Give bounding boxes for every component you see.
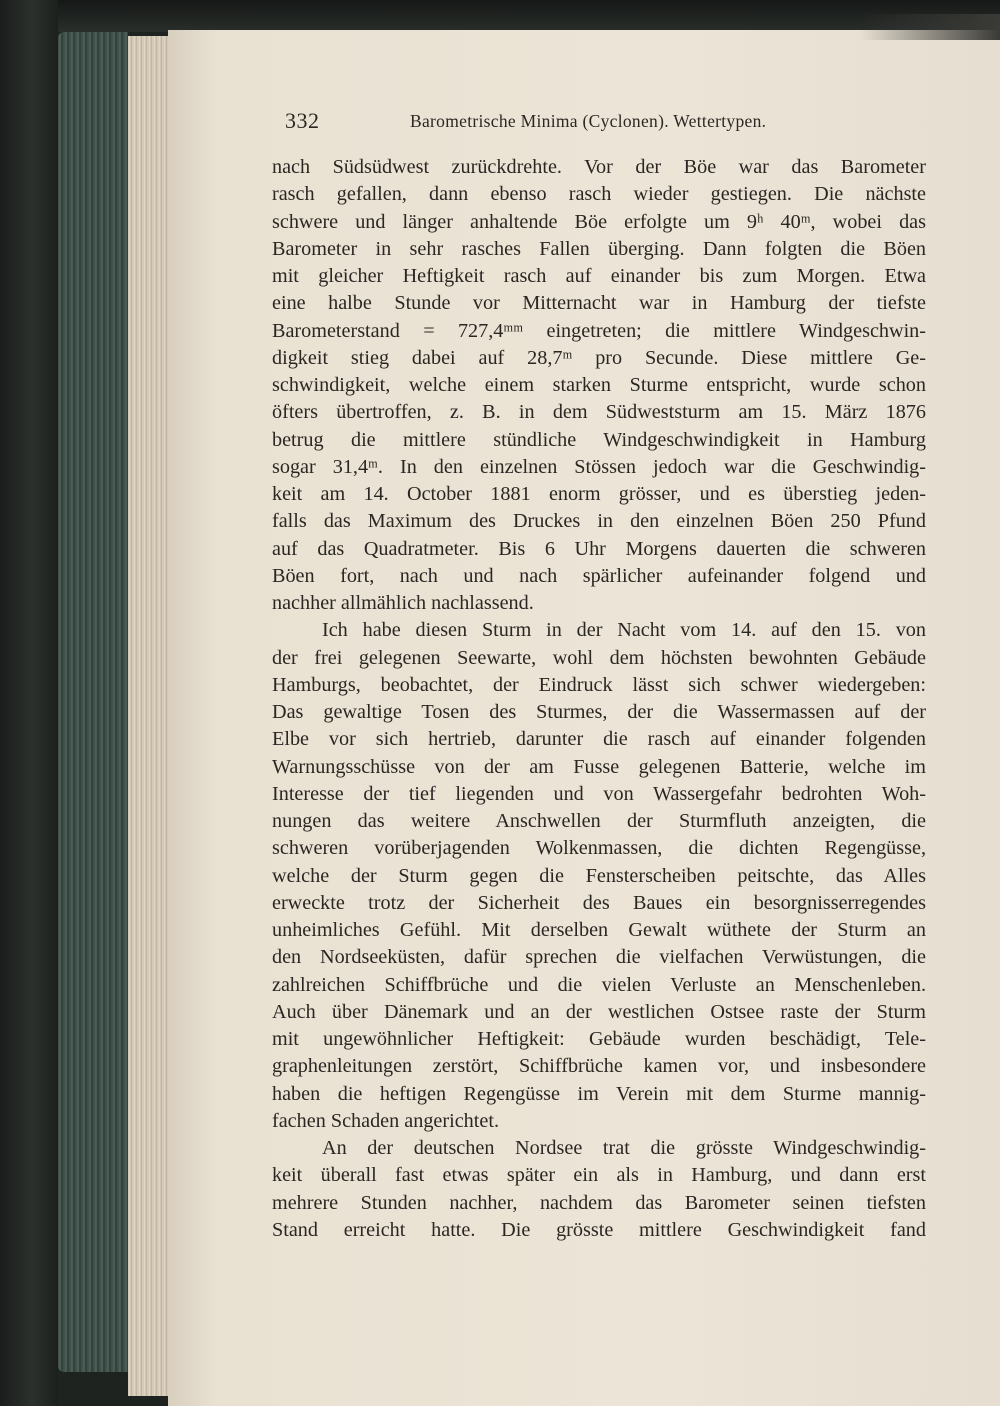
text-line: betrug die mittlere stündliche Windgeschwindigkeit in Hamburg xyxy=(272,428,926,451)
text-line: mehrere Stunden nachher, nachdem das Barometer seinen tiefsten xyxy=(272,1191,926,1214)
text-line: rasch gefallen, dann ebenso rasch wieder gestiegen. Die nächste xyxy=(272,183,926,206)
running-head: Barometrische Minima (Cyclonen). Wettertypen. xyxy=(410,111,767,131)
page-edges xyxy=(128,36,168,1396)
text-line: der frei gelegenen Seewarte, wohl dem höchsten bewohnten Gebäude xyxy=(272,646,926,669)
text-line: digkeit stieg dabei auf 28,7ᵐ pro Secunde. Diese mittlere Ge- xyxy=(272,346,926,369)
page-corner-shadow xyxy=(860,14,1000,40)
text-line: öfters übertroffen, z. B. in dem Südweststurm am 15. März 1876 xyxy=(272,401,926,424)
text-line: erweckte trotz der Sicherheit des Baues ein besorgnisserregendes xyxy=(272,891,926,914)
text-line: den Nordseeküsten, dafür sprechen die vielfachen Verwüstungen, die xyxy=(272,946,926,969)
paragraph-end-line: fachen Schaden angerichtet. xyxy=(272,1109,499,1132)
text-line: nach Südsüdwest zurückdrehte. Vor der Böe war das Barometer xyxy=(272,156,926,178)
paragraph-start-line: An der deutschen Nordsee trat die grösste Windgeschwindig- xyxy=(322,1137,926,1159)
text-line: auf das Quadratmeter. Bis 6 Uhr Morgens dauerten die schweren xyxy=(272,537,926,560)
book-spine xyxy=(58,32,128,1372)
text-line: graphenleitungen zerstört, Schiffbrüche kamen vor, und insbesondere xyxy=(272,1055,926,1078)
book-cover-edge xyxy=(0,0,58,1406)
page-number: 332 xyxy=(285,108,320,133)
text-line: Barometerstand = 727,4ᵐᵐ eingetreten; die mittlere Windgeschwin- xyxy=(272,319,926,342)
text-line: Das gewaltige Tosen des Sturmes, der die Wassermassen auf der xyxy=(272,701,926,723)
text-line: Elbe vor sich hertrieb, darunter die rasch auf einander folgenden xyxy=(272,728,926,751)
text-line: keit überall fast etwas später ein als in Hamburg, und dann erst xyxy=(272,1164,926,1187)
text-line: Barometer in sehr rasches Fallen überging. Dann folgten die Böen xyxy=(272,237,926,260)
text-line: Interesse der tief liegenden und von Wassergefahr bedrohten Woh- xyxy=(272,782,926,805)
text-line: mit ungewöhnlicher Heftigkeit: Gebäude wurden beschädigt, Tele- xyxy=(272,1028,926,1050)
text-line: nungen das weitere Anschwellen der Sturmfluth anzeigten, die xyxy=(272,810,926,832)
paragraph-end-line: nachher allmählich nachlassend. xyxy=(272,592,534,614)
text-line: haben die heftigen Regengüsse im Verein mit dem Sturme mannig- xyxy=(272,1082,926,1105)
text-line: welche der Sturm gegen die Fensterscheiben peitschte, das Alles xyxy=(272,864,926,887)
text-line: Böen fort, nach und nach spärlicher aufeinander folgend und xyxy=(272,564,926,587)
text-line: Stand erreicht hatte. Die grösste mittlere Geschwindigkeit fand xyxy=(272,1218,926,1241)
page-header xyxy=(285,108,925,138)
text-line: mit gleicher Heftigkeit rasch auf einander bis zum Morgen. Etwa xyxy=(272,265,926,287)
paragraph-start-line: Ich habe diesen Sturm in der Nacht vom 14. auf den 15. von xyxy=(322,619,926,642)
text-line: schwere und länger anhaltende Böe erfolgte um 9ʰ 40ᵐ, wobei das xyxy=(272,210,926,233)
text-line: keit am 14. October 1881 enorm grösser, und es überstieg jeden- xyxy=(272,483,926,505)
text-line: falls das Maximum des Druckes in den einzelnen Böen 250 Pfund xyxy=(272,510,926,533)
text-line: Warnungsschüsse von der am Fusse gelegenen Batterie, welche im xyxy=(272,755,926,778)
text-line: Auch über Dänemark und an der westlichen Ostsee raste der Sturm xyxy=(272,1000,926,1023)
scan-background-top xyxy=(0,0,1000,32)
text-line: eine halbe Stunde vor Mitternacht war in Hamburg der tiefste xyxy=(272,292,926,315)
text-line: sogar 31,4ᵐ. In den einzelnen Stössen jedoch war die Geschwindig- xyxy=(272,455,926,478)
text-line: schwindigkeit, welche einem starken Sturme entspricht, wurde schon xyxy=(272,374,926,396)
body-text xyxy=(272,154,926,1244)
text-line: Hamburgs, beobachtet, der Eindruck lässt sich schwer wiedergeben: xyxy=(272,673,926,696)
text-line: zahlreichen Schiffbrüche und die vielen Verluste an Menschenleben. xyxy=(272,973,926,996)
text-line: schweren vorüberjagenden Wolkenmassen, die dichten Regengüsse, xyxy=(272,837,926,860)
text-line: unheimliches Gefühl. Mit derselben Gewalt wüthete der Sturm an xyxy=(272,919,926,941)
